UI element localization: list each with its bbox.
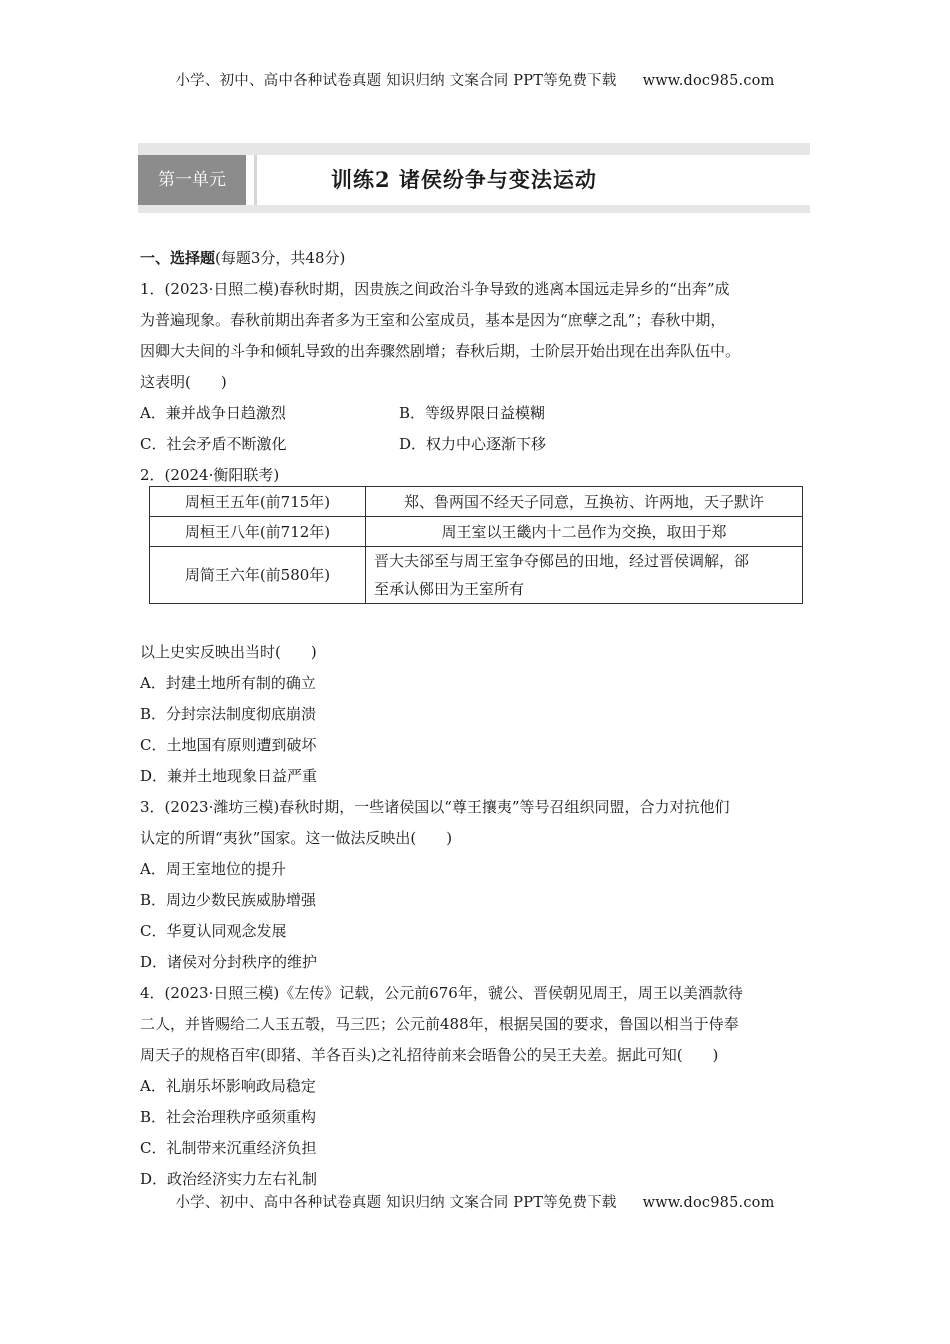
option-d[interactable]: D．政治经济实力左右礼制 [140,1170,318,1188]
question-line: 周天子的规格百牢(即猪、羊各百头)之礼招待前来会晤鲁公的吴王夫差。据此可知( ) [140,1046,719,1064]
option-row [140,398,812,429]
banner-divider [254,155,257,205]
question-line: 因卿大夫间的斗争和倾轧导致的出奔骤然剧增；春秋后期，士阶层开始出现在出奔队伍中。 [140,342,741,360]
table-date-cell: 周桓王五年(前715年) [150,487,366,517]
table-event-cell: 郑、鲁两国不经天子同意，互换祊、许两地，天子默许 [366,487,803,517]
option-a[interactable]: A．礼崩乐坏影响政局稳定 [140,1077,316,1095]
question-line: 为普遍现象。春秋前期出奔者多为王室和公室成员，基本是因为“庶孽之乱”；春秋中期， [140,311,726,329]
option-d[interactable]: D．诸侯对分封秩序的维护 [140,953,318,971]
option-b[interactable]: B．周边少数民族威胁增强 [140,891,317,909]
option-d[interactable]: D．权力中心逐渐下移 [399,435,547,453]
option-a[interactable]: A．封建土地所有制的确立 [140,674,316,692]
banner-bottom-bar [138,205,810,213]
page-footer [0,1191,950,1212]
option-row [140,429,812,460]
question-line: 认定的所谓“夷狄”国家。这一做法反映出( ) [140,829,453,847]
option-c[interactable]: C．社会矛盾不断激化 [140,435,287,453]
section-label: 一、选择题 [140,249,216,267]
option-c[interactable]: C．土地国有原则遭到破坏 [140,736,317,754]
question-line: 2．(2024·衡阳联考) [140,466,280,484]
question-4 [140,978,812,1195]
table-row [150,487,803,517]
option-d[interactable]: D．兼并土地现象日益严重 [140,767,318,785]
question-content [140,243,812,1195]
banner-top-bar [138,143,810,155]
option-c[interactable]: C．华夏认同观念发展 [140,922,287,940]
table-event-line: 至承认鄇田为王室所有 [374,580,525,598]
page-header [0,69,950,90]
question-line: 3．(2023·潍坊三模)春秋时期，一些诸侯国以“尊王攘夷”等号召组织同盟，合力对抗他们 [140,798,730,816]
option-a[interactable]: A．兼并战争日趋激烈 [140,404,286,422]
history-table [149,486,803,604]
section-heading [140,243,812,274]
option-b[interactable]: B．分封宗法制度彻底崩溃 [140,705,317,723]
question-1 [140,274,812,460]
table-row [150,547,803,604]
unit-banner [138,143,810,213]
table-event-cell [366,547,803,604]
option-c[interactable]: C．礼制带来沉重经济负担 [140,1139,317,1157]
question-line: 二人，并皆赐给二人玉五彀，马三匹；公元前488年，根据吴国的要求，鲁国以相当于侍奉 [140,1015,739,1033]
header-url[interactable]: www.doc985.com [642,73,775,89]
option-a[interactable]: A．周王室地位的提升 [140,860,286,878]
table-date-cell: 周简王六年(前580年) [150,547,366,604]
unit-label: 第一单元 [138,155,246,205]
table-event-line: 晋大夫郤至与周王室争夺鄇邑的田地，经过晋侯调解，郤 [374,552,750,570]
question-stem: 以上史实反映出当时( ) [140,643,317,661]
footer-text: 小学、初中、高中各种试卷真题 知识归纳 文案合同 PPT等免费下载 [175,1195,617,1211]
header-text: 小学、初中、高中各种试卷真题 知识归纳 文案合同 PPT等免费下载 [175,73,617,89]
page-title: 训练2 诸侯纷争与变法运动 [331,167,597,192]
question-3 [140,792,812,978]
question-line: 这表明( ) [140,373,227,391]
footer-url[interactable]: www.doc985.com [642,1195,775,1211]
table-event-cell: 周王室以王畿内十二邑作为交换，取田于郑 [366,517,803,547]
option-b[interactable]: B．社会治理秩序亟须重构 [140,1108,317,1126]
question-line: 4．(2023·日照三模)《左传》记载，公元前676年，虢公、晋侯朝见周王，周王以美酒款待 [140,984,743,1002]
table-date-cell: 周桓王八年(前712年) [150,517,366,547]
section-note: (每题3分，共48分) [215,249,346,267]
question-line: 1．(2023·日照二模)春秋时期，因贵族之间政治斗争导致的逃离本国远走异乡的“出奔”成 [140,280,730,298]
option-b[interactable]: B．等级界限日益模糊 [399,404,546,422]
table-row [150,517,803,547]
